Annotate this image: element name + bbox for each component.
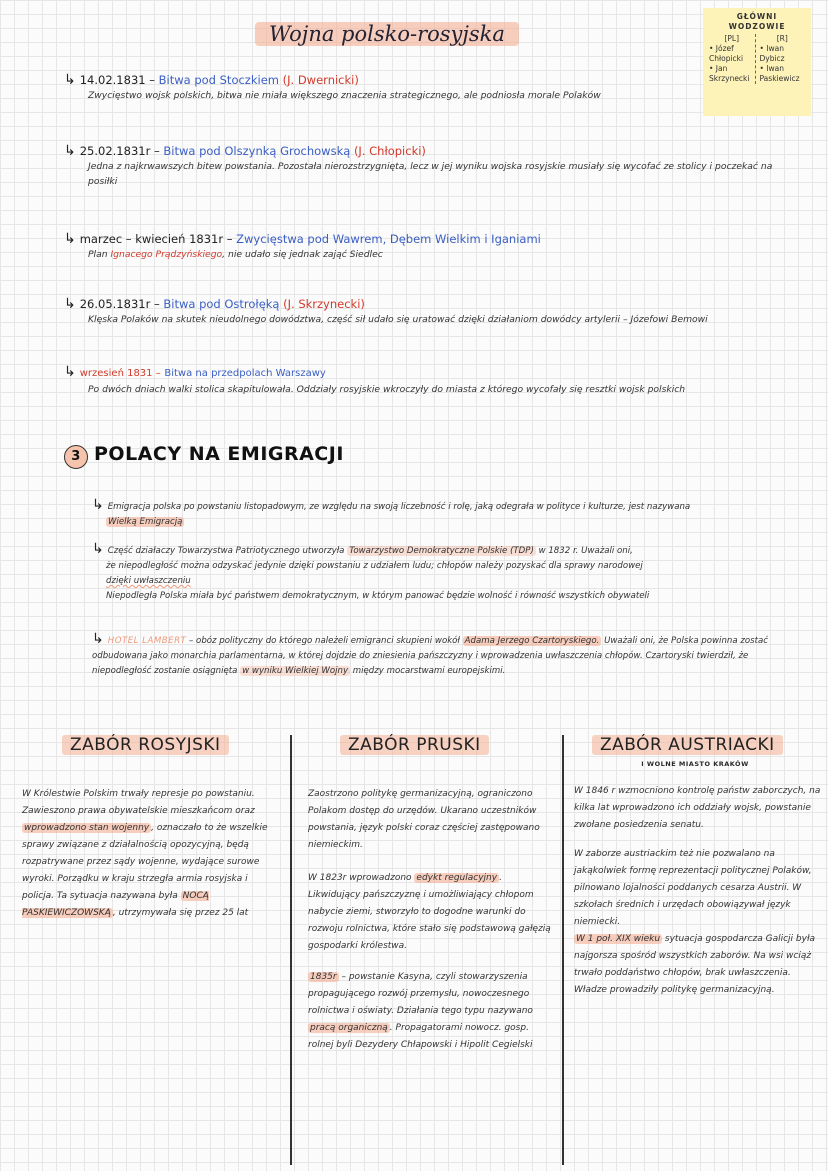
battle-name: Bitwa pod Ostrołęką: [163, 297, 280, 311]
battle-entry: [64, 72, 804, 103]
battle-date: 26.05.1831r –: [79, 297, 160, 311]
highlight-term: W 1 poł. XIX wieku: [576, 934, 661, 944]
zabor-austriacki-subtitle: I WOLNE MIASTO KRAKÓW: [641, 760, 749, 768]
sticky-right-name: • Iwan Dybicz: [759, 44, 785, 63]
paragraph-text: w 1832 r. Uważali oni,: [538, 546, 633, 556]
paragraph-text: , utrzymywała się przez 25 lat: [112, 908, 249, 918]
battle-text: Klęska Polaków na skutek nieudolnego dowództwa, część sił udało się uratować dzięki działaniom dowódcy artylerii – Józefowi Bemowi: [88, 314, 708, 325]
battle-entry: [64, 231, 804, 262]
battle-entry: [64, 143, 804, 189]
battle-name: Bitwa na przedpolach Warszawy: [164, 368, 326, 379]
highlight-term: w wyniku Wielkiej Wojny: [242, 666, 349, 676]
column-divider: [290, 735, 292, 1165]
battle-commander: (J. Skrzynecki): [283, 297, 365, 311]
paragraph: [308, 969, 556, 1054]
arrow-icon: ↳: [92, 541, 104, 557]
zabor-rosyjski-title: ZABÓR ROSYJSKI: [62, 735, 229, 755]
battle-name: Bitwa pod Stoczkiem: [158, 73, 279, 87]
battle-name: Bitwa pod Olszynką Grochowską: [163, 144, 351, 158]
battle-date: 25.02.1831r –: [79, 144, 160, 158]
highlight-term: Adama Jerzego Czartoryskiego.: [464, 636, 600, 646]
paragraph-text: W 1846 r wzmocniono kontrolę państw zaborczych, na kilka lat wprowadzono ich oddziały wojsk, powstanie zwołane posiedzenia senatu.: [574, 786, 821, 830]
battle-entry: [64, 296, 804, 327]
zabor-austriacki-title: ZABÓR AUSTRIACKI: [592, 735, 783, 755]
zabor-rosyjski-text: [22, 786, 280, 922]
paragraph-text: W Królestwie Polskim trwały represje po powstaniu. Zawieszono prawa obywatelskie mieszkańcom oraz: [22, 789, 255, 816]
arrow-icon: ↳: [64, 296, 76, 312]
paragraph-text: – obóz polityczny do którego należeli emigranci skupieni wokół: [189, 636, 460, 646]
section-heading: [64, 443, 344, 469]
sticky-right-label: [R]: [776, 34, 788, 43]
battle-text: , nie udało się jednak zająć Siedlec: [222, 249, 383, 260]
zabor-pruski-text: [308, 786, 556, 1054]
arrow-icon: ↳: [64, 72, 76, 88]
paragraph-text: sytuacja gospodarcza Galicji była najgorsza spośród wszystkich zaborów. Na wsi wciąż trwało poddaństwo chłopów, brak uwłaszczenia. Władze prowadziły politykę germanizacyjną.: [574, 934, 816, 995]
paragraph-text: Emigracja polska po powstaniu listopadowym, ze względu na swoją liczebność i rolę, jaką odegrała w polityce i kulturze, jest nazywana: [107, 502, 691, 512]
paragraph-text: . Likwidujący pańszczyznę i umożliwiający chłopom nabycie ziemi, stworzyło to dogodne warunki do rozwoju rolnictwa, które stało się podstawową gałęzią gospodarki królestwa.: [308, 873, 551, 951]
paragraph-text: Uważali oni, że Polska powinna zostać odbudowana jako monarchia parlamentarna, w której dojdzie do zniesienia pańszczyzny i wprowadzenia uwłaszczenia chłopów. Czartoryski: [92, 636, 768, 661]
paragraph-text: W zaborze austriackim też nie pozwalano na jakąkolwiek formę reprezentacji politycznej Polaków, pilnowano lojalności poddanych cesarza Austrii. W szkołach średnich i urzędach obowiązywał język niemiecki.: [574, 849, 812, 927]
paragraph-text: dzięki uwłaszczeniu: [106, 576, 191, 586]
paragraph-text: Zaostrzono politykę germanizacyjną, ograniczono Polakom dostęp do urzędów. Ukarano uczestników powstania, język polski coraz częściej zastępowano niemieckim.: [308, 789, 540, 850]
battle-text: Po dwóch dniach walki stolica skapitulowała. Oddziały rosyjskie wkroczyły do miasta z którego wycofały się resztki wojsk polskich: [88, 384, 686, 395]
sticky-left-name: • Józef Chłopicki: [709, 44, 744, 63]
hotel-lambert-label: HOTEL LAMBERT: [107, 636, 187, 646]
zabor-pruski-title: ZABÓR PRUSKI: [340, 735, 489, 755]
highlight-term: 1835r: [310, 972, 337, 982]
arrow-icon: ↳: [92, 631, 104, 647]
page-title: Wojna polsko-rosyjska: [255, 22, 519, 46]
paragraph-text: W 1823r wprowadzono: [308, 873, 412, 883]
battle-text: Plan: [88, 249, 108, 260]
highlight-term: edykt regulacyjny: [416, 873, 498, 883]
highlight-term: Wielką Emigracją: [108, 517, 183, 527]
highlight-term: Towarzystwo Demokratyczne Polskie (TDP): [349, 546, 534, 556]
highlight-term: wprowadzono stan wojenny: [24, 823, 150, 833]
battle-text: Jedna z najkrwawszych bitew powstania. Pozostała nierozstrzygnięta, lecz w jej wyniku wojska rosyjskie musiały się wycofać ze stolicy i poczekać na posiłki: [88, 161, 773, 187]
paragraph-text: . Propagatorami nowocz. gosp. rolnej byli Dezydery Chłapowski i Hipolit Cegielski: [308, 1023, 533, 1050]
arrow-icon: ↳: [64, 231, 76, 247]
paragraph-text: że niepodległość można odzyskać jedynie dzięki powstaniu z udziałem ludu; chłopów należy pozyskać dla sprawy narodowej: [106, 561, 643, 571]
emigration-paragraph: [92, 542, 802, 604]
emigration-paragraph: [92, 632, 802, 679]
paragraph: [308, 870, 556, 955]
battle-date: marzec – kwiecień 1831r –: [79, 232, 233, 246]
sticky-right-name: • Iwan Paskiewicz: [759, 64, 800, 83]
battle-entry: [64, 364, 804, 397]
paragraph-text: , oznaczało to że wszelkie sprawy związane z działalnością opozycyjną, będą rozpatrywane przez sądy wojenne, wydające surowe wyroki. Porządku w kraju strzegła armia rosyjska i policja. Ta sytuacja nazywana była: [22, 823, 268, 901]
paragraph-text: Część działaczy Towarzystwa Patriotycznego utworzyła: [107, 546, 345, 556]
section-number: 3: [64, 445, 88, 469]
highlight-term: pracą organiczną: [310, 1023, 388, 1033]
battle-name: Zwycięstwa pod Wawrem, Dębem Wielkim i Iganiami: [236, 232, 541, 246]
battle-commander: (J. Dwernicki): [282, 73, 359, 87]
sticky-left-name: • Jan Skrzynecki: [709, 64, 750, 83]
paragraph-text: – powstanie Kasyna, czyli stowarzyszenia propagującego rozwój przemysłu, nowoczesnego rolnictwa i oświaty. Działania tego typu nazywano: [308, 972, 533, 1016]
paragraph-text: Niepodległa Polska miała być państwem demokratycznym, w którym panować będzie wolność i równość wszystkich obywateli: [106, 591, 650, 601]
arrow-icon: ↳: [64, 364, 76, 380]
battle-text: Zwycięstwo wojsk polskich, bitwa nie miała większego znaczenia strategicznego, ale podniosła morale Polaków: [88, 90, 601, 101]
section-title: POLACY NA EMIGRACJI: [94, 443, 344, 465]
highlight-term: NOCĄ PASKIEWICZOWSKĄ: [22, 891, 209, 918]
emigration-paragraph: [92, 498, 802, 530]
sticky-left-label: [PL]: [724, 34, 740, 43]
battle-commander: (J. Chłopicki): [353, 144, 426, 158]
arrow-icon: ↳: [64, 143, 76, 159]
paragraph: [574, 931, 822, 999]
sticky-heading: GŁÓWNI WODZOWIE: [728, 12, 786, 31]
battle-date: wrzesień 1831 –: [79, 368, 161, 379]
paragraph-text: między mocarstwami europejskimi.: [352, 666, 506, 676]
arrow-icon: ↳: [92, 497, 104, 513]
paragraph-text: twierdził, że niepodległość zostanie osiągnięta: [92, 651, 749, 676]
column-divider: [562, 735, 564, 1165]
battle-date: 14.02.1831 –: [79, 73, 155, 87]
zabor-austriacki-text: [574, 783, 822, 999]
person-name: Ignacego Prądzyńskiego: [110, 249, 223, 260]
